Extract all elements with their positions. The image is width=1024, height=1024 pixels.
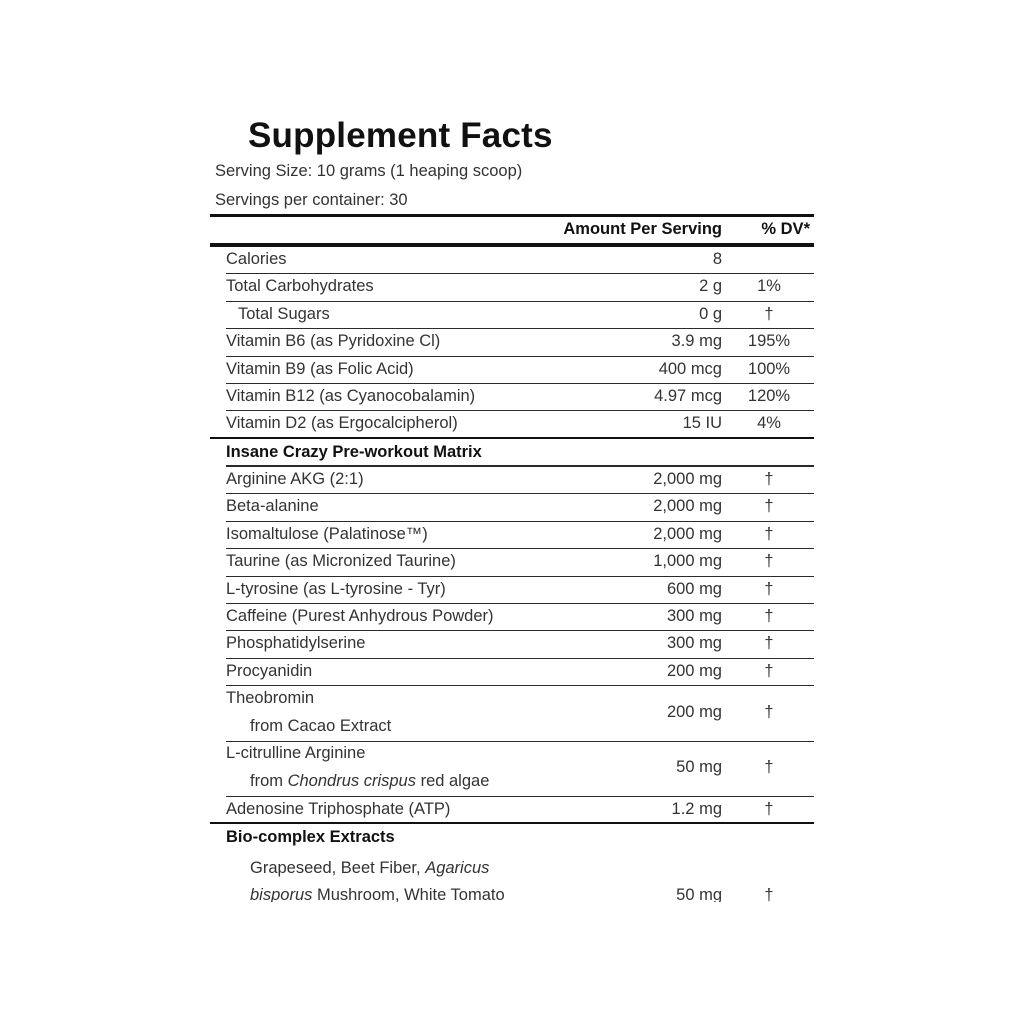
- nutrient-name: Total Carbohydrates: [226, 277, 374, 296]
- nutrient-dv: †: [764, 497, 774, 516]
- atp-dv: †: [764, 800, 774, 818]
- nutrient-dv: †: [764, 661, 774, 680]
- nutrient-dv: †: [764, 634, 774, 653]
- table-row: [226, 605, 814, 631]
- atp-name: Adenosine Triphosphate (ATP): [226, 800, 451, 818]
- nutrient-amount: 2,000 mg: [653, 524, 722, 543]
- biocomplex-rule: [210, 822, 814, 824]
- nutrient-name: Beta-alanine: [226, 497, 319, 516]
- nutrient-name: Vitamin B12 (as Cyanocobalamin): [226, 387, 476, 405]
- nutrient-name: Vitamin B9 (as Folic Acid): [226, 359, 414, 378]
- biocomplex-dv: †: [764, 886, 774, 902]
- nutrient-amount: 200 mg: [666, 661, 722, 680]
- nutrient-name: Arginine AKG (2:1): [226, 470, 364, 488]
- nutrient-name: L-tyrosine (as L-tyrosine - Tyr): [226, 579, 446, 598]
- table-row: [226, 495, 814, 521]
- nutrient-amount: 600 mg: [666, 579, 722, 598]
- panel-title: Supplement Facts: [248, 116, 553, 155]
- table-row: [226, 303, 814, 329]
- nutrient-name: Isomaltulose (Palatinose™): [226, 524, 428, 543]
- atp-amount: 1.2 mg: [671, 800, 722, 818]
- supplement-facts-panel: [208, 112, 814, 902]
- table-row: [226, 550, 814, 576]
- biocomplex-amount: 50 mg: [676, 886, 722, 902]
- citrulline-amount: 50 mg: [676, 758, 722, 776]
- dv-header: % DV*: [761, 220, 810, 238]
- nutrient-amount: 2,000 mg: [653, 497, 722, 516]
- nutrient-amount: 8: [712, 250, 722, 268]
- table-row: [226, 798, 814, 824]
- matrix-title-rule: [226, 465, 814, 467]
- nutrient-name: Taurine (as Micronized Taurine): [226, 552, 456, 571]
- citrulline-dv: †: [764, 758, 774, 776]
- table-row: [226, 358, 814, 384]
- biocomplex-line1: Grapeseed, Beet Fiber, Agaricus: [250, 859, 490, 877]
- table-row: [226, 743, 814, 797]
- nutrient-dv: †: [764, 304, 774, 323]
- table-row: [226, 248, 814, 274]
- header-rule: [210, 243, 814, 247]
- biocomplex-title: Bio-complex Extracts: [226, 828, 395, 846]
- serving-size: Serving Size: 10 grams (1 heaping scoop): [215, 162, 523, 180]
- citrulline-name: L-citrulline Arginine: [226, 744, 366, 762]
- biocomplex-line2: bisporus Mushroom, White Tomato: [250, 886, 505, 902]
- citrulline-source: from Chondrus crispus red algae: [250, 772, 490, 790]
- theobromin-name: Theobromin: [226, 689, 315, 707]
- nutrient-amount: 0 g: [699, 304, 722, 323]
- theobromin-amount: 200 mg: [666, 703, 722, 721]
- nutrient-name: Procyanidin: [226, 661, 313, 680]
- nutrient-amount: 15 IU: [682, 414, 722, 433]
- table-row: [226, 632, 814, 658]
- theobromin-dv: †: [764, 703, 774, 721]
- nutrient-dv: 195%: [747, 332, 791, 351]
- nutrient-name: Phosphatidylserine: [226, 634, 366, 653]
- table-row: [226, 523, 814, 549]
- top-rule: [210, 214, 814, 217]
- nutrient-name: Vitamin B6 (as Pyridoxine Cl): [226, 332, 441, 351]
- nutrient-dv: 120%: [747, 387, 791, 405]
- servings-per-container: Servings per container: 30: [215, 191, 408, 209]
- table-row: [226, 412, 814, 438]
- nutrient-amount: 300 mg: [666, 634, 722, 653]
- nutrient-amount: 1,000 mg: [653, 552, 722, 571]
- nutrient-amount: 400 mcg: [658, 359, 722, 378]
- nutrient-dv: †: [764, 470, 774, 488]
- table-row: [226, 468, 814, 494]
- nutrient-dv: 1%: [757, 277, 781, 296]
- nutrient-dv: 4%: [757, 414, 781, 433]
- table-row: [226, 688, 814, 742]
- nutrient-amount: 2 g: [699, 277, 722, 296]
- matrix-title: Insane Crazy Pre-workout Matrix: [226, 443, 482, 461]
- nutrient-amount: 300 mg: [666, 607, 722, 625]
- table-row: [226, 578, 814, 604]
- nutrient-name: Calories: [226, 250, 287, 268]
- matrix-rule: [210, 437, 814, 439]
- nutrient-name: Caffeine (Purest Anhydrous Powder): [226, 607, 494, 625]
- theobromin-source: from Cacao Extract: [250, 717, 392, 735]
- amount-header: Amount Per Serving: [563, 220, 722, 238]
- nutrient-dv: †: [764, 552, 774, 571]
- table-row: [226, 330, 814, 356]
- table-row: [226, 275, 814, 301]
- nutrient-amount: 3.9 mg: [671, 332, 722, 351]
- nutrient-dv: †: [764, 607, 774, 625]
- nutrient-dv: †: [764, 579, 774, 598]
- nutrient-dv: 100%: [747, 359, 791, 378]
- nutrient-name: Total Sugars: [238, 304, 330, 323]
- nutrient-amount: 2,000 mg: [653, 470, 722, 488]
- biocomplex-row: [226, 858, 814, 902]
- table-row: [226, 660, 814, 686]
- table-row: [226, 385, 814, 411]
- nutrient-amount: 4.97 mcg: [654, 387, 722, 405]
- nutrient-name: Vitamin D2 (as Ergocalcipherol): [226, 414, 458, 433]
- nutrient-dv: †: [764, 524, 774, 543]
